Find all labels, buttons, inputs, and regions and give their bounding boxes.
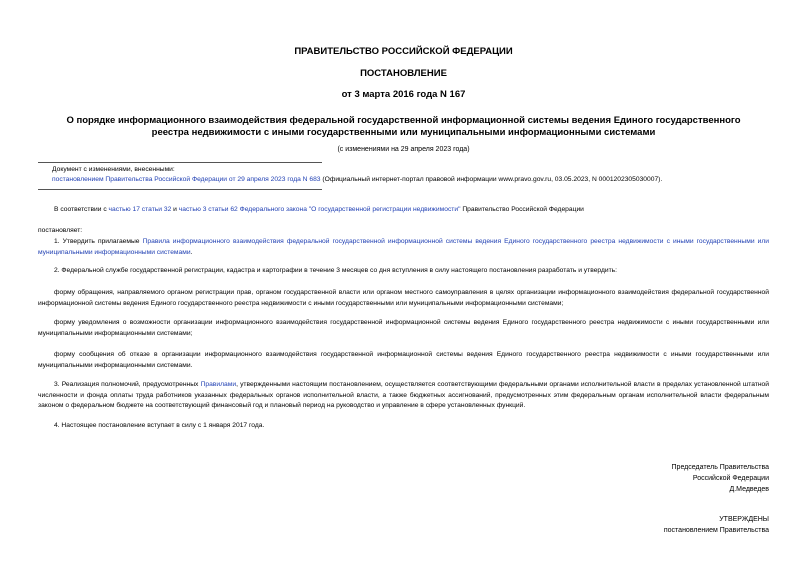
doc-type-heading: ПОСТАНОВЛЕНИЕ (360, 68, 447, 79)
preamble-text-a: В соответствии с (54, 206, 109, 213)
date-number-heading: от 3 марта 2016 года N 167 (341, 89, 466, 100)
signature-title: Председатель Правительства (671, 464, 769, 471)
item-3-text-b: , утвержденными настоящим постановлением, осуществляется соответствующими федеральными органами исполнительной власти в пределах установленной штатной численности и фонда оплаты труда работников указанных федеральных органов исполнительной власти, а также бюджетных ассигнований, предусмотренных этим федеральным органам исполнительной власти федеральным законом о федеральном бюджете на соответствующий финансовый год и плановый период на руководство и управление в сфере установленных функций. (38, 381, 769, 409)
amendments-bottom-rule (38, 189, 322, 190)
paragraph-form-notice (38, 318, 769, 339)
approved-by: постановлением Правительства (663, 527, 769, 534)
rules-link[interactable]: Правила информационного взаимодействия федеральной государственной информационной системы ведения Единого государственного реестра недвижимости с иными государственными или муниципальными информационными системами (38, 238, 769, 256)
approved-block (664, 514, 769, 536)
item-3-text-a: 3. Реализация полномочий, предусмотренных (54, 381, 201, 388)
document-title: О порядке информационного взаимодействия федеральной государственной информационной системы ведения Единого государственного реестра недвижимости с иными государственными или муниципальными информационными системами (66, 115, 741, 138)
preamble-text-b: и (171, 206, 179, 213)
approved-heading: УТВЕРЖДЕНЫ (719, 516, 769, 523)
item-1-text-a: 1. Утвердить прилагаемые (54, 238, 143, 245)
item-1-text-b: . (190, 248, 193, 256)
law-link-part17[interactable]: частью 17 статьи 32 (108, 206, 172, 213)
amendments-box (52, 165, 772, 185)
signature-name: Д.Медведев (729, 486, 769, 493)
paragraph-form-refusal (38, 350, 769, 371)
paragraph-form-request (38, 288, 769, 309)
paragraph-item-4 (38, 421, 769, 432)
paragraph-item-3 (38, 380, 769, 412)
form-request-text: форму обращения, направляемого органом регистрации прав, органом государственной власти или органом местного самоуправления в целях организации информационного взаимодействия федеральной государственной информационной системы ведения Единого государственного реестра недвижимости с иными государственными или муниципальными информационными системами; (38, 289, 769, 307)
item-4-text: 4. Настоящее постановление вступает в силу с 1 января 2017 года. (54, 422, 265, 429)
amendment-source: (Официальный интернет-портал правовой информации www.pravo.gov.ru, 03.05.2023, N 0001202305030007). (320, 176, 663, 183)
amendments-line (52, 175, 772, 185)
amendment-link[interactable]: постановлением Правительства Российской Федерации от 29 апреля 2023 года N 683 (52, 176, 321, 183)
paragraph-resolves: постановляет: (38, 227, 83, 234)
revision-note: (с изменениями на 29 апреля 2023 года) (337, 146, 470, 153)
amendments-label: Документ с изменениями, внесенными: (52, 166, 175, 173)
law-link-part3[interactable]: частью 3 статьи 62 Федерального закона "О государственной регистрации недвижимости" (178, 206, 461, 213)
signature-country: Российской Федерации (692, 475, 769, 482)
paragraph-preamble (38, 205, 769, 216)
signature-block (672, 462, 769, 495)
government-heading: ПРАВИТЕЛЬСТВО РОССИЙСКОЙ ФЕДЕРАЦИИ (294, 46, 513, 57)
rules-short-link[interactable]: Правилами (200, 381, 237, 388)
form-notice-text: форму уведомления о возможности организации информационного взаимодействия государственной информационной системы ведения Единого государственного реестра недвижимости с иными государственными или муниципальными информационными системами; (38, 319, 769, 337)
amendments-top-rule (38, 162, 322, 163)
paragraph-item-1 (38, 237, 769, 258)
paragraph-item-2 (38, 266, 769, 277)
preamble-text-c: Правительство Российской Федерации (460, 206, 584, 213)
item-2-text: 2. Федеральной службе государственной регистрации, кадастра и картографии в течение 3 месяцев со дня вступления в силу настоящего постановления разработать и утвердить: (54, 267, 618, 274)
form-refusal-text: форму сообщения об отказе в организации информационного взаимодействия государственной информационной системы ведения Единого государственного реестра недвижимости с иными государственными или муниципальными информационными системами. (38, 351, 769, 369)
